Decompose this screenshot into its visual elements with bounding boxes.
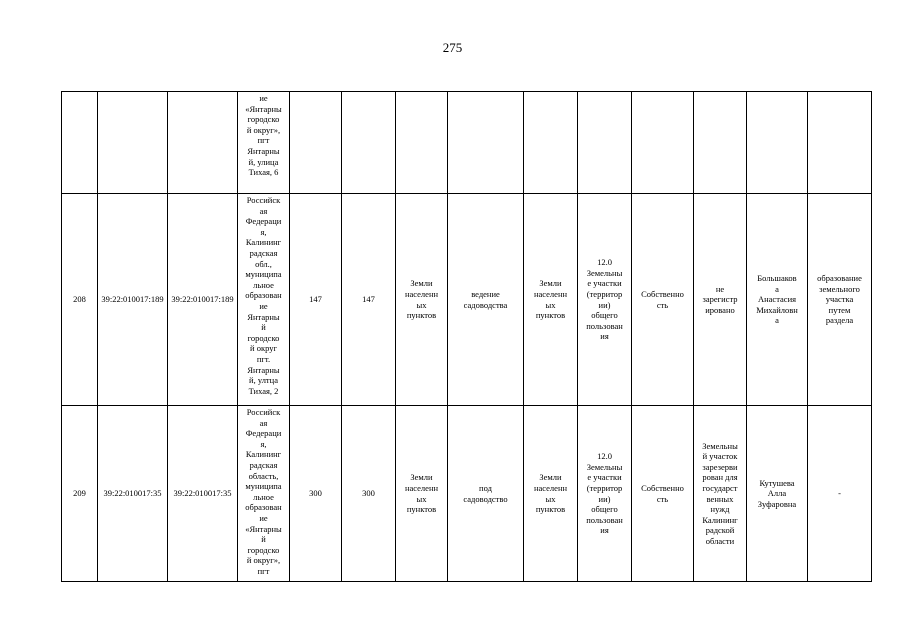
right-type-cell — [632, 406, 694, 582]
use-classifier-line: ия — [600, 331, 609, 342]
use-classifier-cell — [578, 406, 632, 582]
address-line: Тихая, 6 — [248, 167, 279, 178]
address-line: й, ултца — [249, 375, 278, 386]
address-line: образован — [245, 502, 282, 513]
encumbrance-cell — [694, 406, 747, 582]
source-cadastral-number-cell: 39:22:010017:35 — [168, 406, 238, 582]
address-line: й — [261, 534, 266, 545]
address-cell — [238, 406, 290, 582]
page-number: 275 — [442, 40, 463, 55]
encumbrance-line: й участок — [702, 451, 738, 462]
land-category-line: ых — [416, 493, 427, 504]
encumbrance-line: зарезерви — [702, 461, 738, 472]
land-category-new-line: Земли — [539, 472, 562, 483]
cadastral-number-cell — [98, 92, 168, 194]
land-category-line: пунктов — [406, 310, 437, 321]
address-cell — [238, 92, 290, 194]
use-classifier-line: общего — [591, 504, 618, 515]
land-category-cell — [396, 92, 448, 194]
land-category-new-cell — [524, 406, 578, 582]
right-type-line: Собственно — [641, 482, 684, 493]
note-line: раздела — [825, 315, 854, 326]
cadastral-number-cell: 39:22:010017:189 — [98, 194, 168, 406]
address-line: Калининг — [245, 237, 282, 248]
land-category-cell — [396, 194, 448, 406]
address-line: «Янтарны — [245, 523, 282, 534]
permitted-use-cell — [448, 406, 524, 582]
address-line: я, — [260, 226, 267, 237]
permitted-use-cell — [448, 92, 524, 194]
address-line: ая — [259, 417, 268, 428]
land-category-new-line: пунктов — [535, 504, 566, 515]
source-cadastral-number-cell — [168, 92, 238, 194]
encumbrance-line: зарегистр — [702, 294, 738, 305]
address-line: Российск — [246, 195, 281, 205]
address-line: ие — [259, 300, 268, 311]
land-category-cell — [396, 406, 448, 582]
note-cell — [808, 406, 872, 582]
address-line: Федераци — [245, 428, 282, 439]
use-classifier-line: ия — [600, 525, 609, 536]
owner-cell — [747, 194, 808, 406]
address-line: Федераци — [245, 216, 282, 227]
address-line: ие — [259, 93, 268, 103]
address-line: льное — [253, 279, 274, 290]
note-line: участка — [825, 294, 854, 305]
right-type-cell — [632, 194, 694, 406]
owner-line: Михайловн — [756, 304, 798, 315]
encumbrance-line: рован для — [702, 472, 738, 483]
land-category-line: Земли — [410, 278, 433, 289]
address-line: ие — [259, 512, 268, 523]
use-classifier-cell — [578, 194, 632, 406]
address-line: я, — [260, 438, 267, 449]
area-cell: 147 — [290, 194, 342, 406]
address-line: й — [261, 322, 266, 333]
land-category-line: населенн — [404, 482, 439, 493]
area-after-cell: 300 — [342, 406, 396, 582]
use-classifier-line: пользован — [586, 320, 623, 331]
land-category-line: пунктов — [406, 504, 437, 515]
address-line: область, — [248, 470, 279, 481]
owner-line: а — [775, 315, 779, 326]
note-line: земельного — [819, 283, 860, 294]
address-line: городско — [247, 332, 280, 343]
encumbrance-cell — [694, 92, 747, 194]
use-classifier-line: е участки — [587, 472, 622, 483]
encumbrance-line: венных — [706, 493, 734, 504]
note-line: образование — [817, 273, 862, 284]
cadastral-number-cell: 39:22:010017:35 — [98, 406, 168, 582]
note-line: путем — [828, 304, 851, 315]
area-cell — [290, 92, 342, 194]
address-line: Янтарны — [247, 311, 280, 322]
land-category-new-line: ых — [545, 299, 556, 310]
use-classifier-line: пользован — [586, 514, 623, 525]
address-line: образован — [245, 290, 282, 301]
table-row — [62, 92, 872, 194]
land-plots-table — [61, 91, 872, 582]
owner-cell — [747, 92, 808, 194]
address-line: й округ», — [246, 555, 281, 566]
land-category-new-cell — [524, 92, 578, 194]
row-number-cell: 208 — [62, 194, 98, 406]
encumbrance-line: области — [705, 535, 735, 546]
encumbrance-line: не — [715, 283, 725, 294]
owner-line: Анастасия — [757, 294, 797, 305]
address-line: городско — [247, 114, 280, 125]
encumbrance-line: радской — [705, 525, 735, 536]
use-classifier-line: общего — [591, 310, 618, 321]
address-line: й округ — [250, 343, 277, 354]
note-line: - — [838, 488, 841, 499]
use-classifier-cell — [578, 92, 632, 194]
address-line: пгт. — [256, 353, 271, 364]
land-category-line: Земли — [410, 472, 433, 483]
address-line: Янтарны — [247, 145, 280, 156]
address-line: муниципа — [245, 481, 282, 492]
row-number-cell: 209 — [62, 406, 98, 582]
permitted-use-line: ведение — [471, 288, 500, 299]
right-type-cell — [632, 92, 694, 194]
address-line: «Янтарны — [245, 103, 282, 114]
use-classifier-line: ии) — [598, 299, 611, 310]
address-line: пгт — [257, 565, 270, 576]
use-classifier-line: е участки — [587, 278, 622, 289]
owner-line: Алла — [767, 488, 787, 499]
land-category-new-cell — [524, 194, 578, 406]
encumbrance-cell — [694, 194, 747, 406]
source-cadastral-number-cell: 39:22:010017:189 — [168, 194, 238, 406]
address-line: Калининг — [245, 449, 282, 460]
encumbrance-line: Земельны — [702, 440, 738, 451]
note-cell — [808, 92, 872, 194]
land-category-line: ых — [416, 299, 427, 310]
encumbrance-line: государст — [702, 482, 738, 493]
address-line: муниципа — [245, 269, 282, 280]
table-row — [62, 194, 872, 406]
use-classifier-line: (территор — [586, 482, 623, 493]
encumbrance-line: ировано — [705, 304, 735, 315]
row-number-cell — [62, 92, 98, 194]
land-category-new-line: населенн — [533, 288, 568, 299]
address-line: Тихая, 2 — [248, 385, 279, 396]
address-line: й, улица — [248, 156, 279, 167]
area-after-cell — [342, 92, 396, 194]
address-line: льное — [253, 491, 274, 502]
address-cell — [238, 194, 290, 406]
right-type-line: сть — [656, 299, 669, 310]
address-line: ая — [259, 205, 268, 216]
table-row — [62, 406, 872, 582]
address-line: обл., — [255, 258, 272, 269]
use-classifier-line: ии) — [598, 493, 611, 504]
land-category-new-line: населенн — [533, 482, 568, 493]
land-category-new-line: пунктов — [535, 310, 566, 321]
use-classifier-line: 12.0 — [597, 451, 612, 462]
address-line: городско — [247, 544, 280, 555]
right-type-line: Собственно — [641, 288, 684, 299]
area-after-cell: 147 — [342, 194, 396, 406]
owner-line: Зуфаровна — [757, 498, 797, 509]
note-cell — [808, 194, 872, 406]
encumbrance-line: Калининг — [702, 514, 738, 525]
use-classifier-line: (территор — [586, 288, 623, 299]
right-type-line: сть — [656, 493, 669, 504]
address-line: радская — [249, 459, 278, 470]
address-line: Российск — [246, 407, 281, 417]
owner-line: а — [775, 283, 779, 294]
land-category-line: населенн — [404, 288, 439, 299]
permitted-use-line: садоводство — [463, 493, 508, 504]
permitted-use-line: под — [479, 482, 492, 493]
address-line: й округ», — [246, 124, 281, 135]
land-category-new-line: ых — [545, 493, 556, 504]
land-category-new-line: Земли — [539, 278, 562, 289]
use-classifier-line: Земельны — [586, 267, 623, 278]
permitted-use-line: садоводства — [463, 299, 508, 310]
permitted-use-cell — [448, 194, 524, 406]
owner-line: Большаков — [757, 273, 797, 284]
address-line: Янтарны — [247, 364, 280, 375]
use-classifier-line: Земельны — [586, 461, 623, 472]
owner-line: Кутушева — [759, 477, 795, 488]
address-line: радская — [249, 247, 278, 258]
area-cell: 300 — [290, 406, 342, 582]
address-line: пгт — [257, 135, 270, 146]
encumbrance-line: нужд — [710, 504, 730, 515]
owner-cell — [747, 406, 808, 582]
use-classifier-line: 12.0 — [597, 257, 612, 268]
